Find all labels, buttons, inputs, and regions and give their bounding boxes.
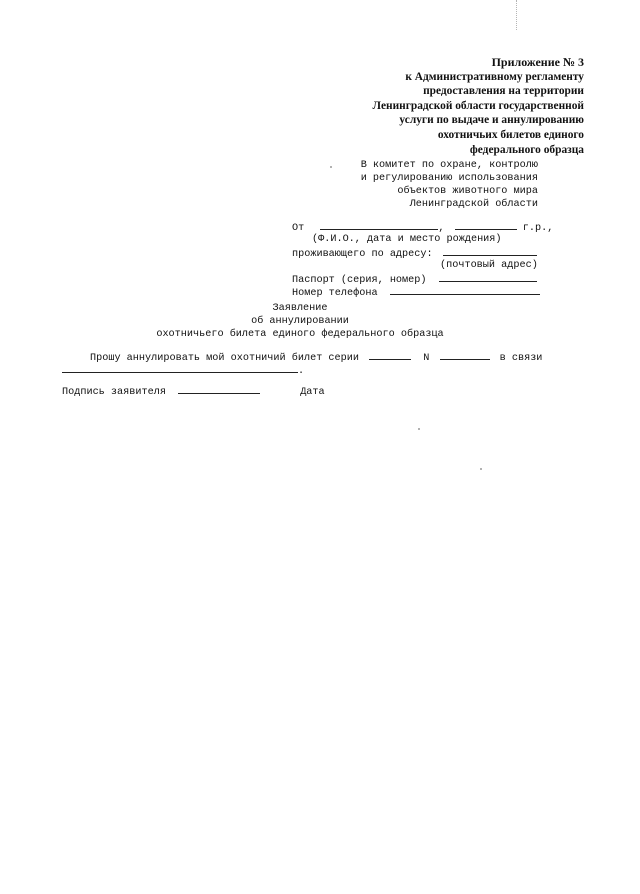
phone-field[interactable]: [390, 285, 540, 295]
from-caption: (Ф.И.О., дата и место рождения): [312, 234, 502, 245]
series-field[interactable]: [369, 350, 411, 360]
scan-speck: [480, 468, 482, 470]
addressee-block: [308, 159, 538, 211]
scan-speck: [418, 428, 420, 430]
reason-row: [62, 363, 542, 376]
address-field[interactable]: [443, 246, 537, 256]
scan-speck: [330, 166, 332, 168]
number-label: N: [423, 353, 430, 364]
appendix-line: федерального образца: [469, 143, 584, 156]
request-text: Прошу аннулировать мой охотничий билет серии: [90, 353, 359, 364]
reason-field[interactable]: [62, 363, 298, 373]
reason-end-period: .: [298, 366, 305, 377]
phone-label: Номер телефона: [292, 288, 378, 299]
from-comma: ,: [438, 223, 445, 234]
from-row: [292, 220, 554, 234]
date-label: Дата: [300, 387, 325, 398]
addressee-line: Ленинградской области: [409, 199, 538, 210]
signature-row: [62, 384, 542, 397]
appendix-title: Приложение № 3: [491, 55, 584, 69]
appendix-line: Ленинградской области государственной: [372, 99, 584, 112]
signature-field[interactable]: [178, 384, 260, 394]
passport-label: Паспорт (серия, номер): [292, 275, 427, 286]
addressee-line: В комитет по охране, контролю: [360, 160, 538, 171]
scan-edge-mark: [516, 0, 518, 30]
address-caption: (почтовый адрес): [440, 260, 538, 271]
appendix-line: к Административному регламенту: [405, 70, 584, 83]
applicant-block: [292, 220, 554, 299]
statement-title-line: Заявление: [272, 303, 328, 314]
request-block: [62, 350, 542, 376]
year-suffix: г.р.,: [522, 223, 554, 234]
name-field[interactable]: [320, 220, 438, 230]
number-field[interactable]: [440, 350, 490, 360]
address-row: [292, 246, 546, 259]
appendix-line: услуги по выдаче и аннулированию: [399, 114, 584, 127]
appendix-line: предоставления на территории: [423, 85, 584, 98]
statement-title-line: об аннулировании: [251, 316, 349, 327]
addressee-line: объектов животного мира: [397, 186, 538, 197]
address-caption-row: [292, 259, 546, 272]
statement-title-line: охотничьего билета единого федерального образца: [156, 329, 444, 340]
passport-field[interactable]: [439, 272, 537, 282]
passport-row: [292, 272, 546, 285]
from-label: От: [292, 223, 305, 234]
appendix-line: охотничьих билетов единого: [437, 128, 584, 141]
appendix-header: [324, 55, 584, 157]
reason-label: в связи: [499, 353, 543, 364]
signature-label: Подпись заявителя: [62, 387, 166, 398]
from-caption-row: [292, 233, 546, 246]
statement-title: [0, 302, 600, 341]
addressee-line: и регулированию использования: [360, 173, 538, 184]
request-row: [62, 350, 542, 363]
address-label: проживающего по адресу:: [292, 249, 433, 260]
signature-block: [62, 384, 542, 397]
birth-date-field[interactable]: [455, 220, 517, 230]
phone-row: [292, 285, 546, 298]
